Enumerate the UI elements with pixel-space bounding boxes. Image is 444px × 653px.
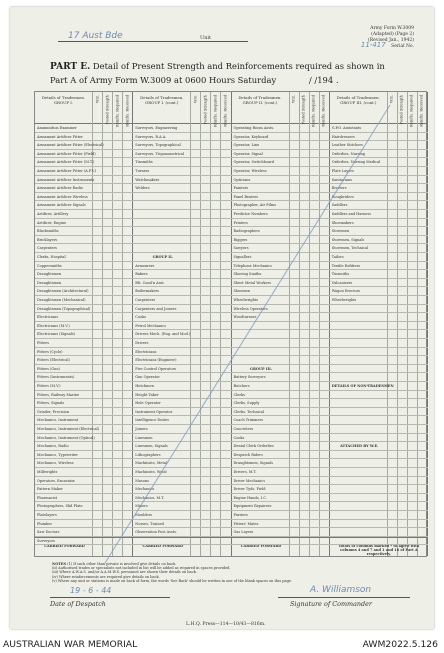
trade-label: Operator, Line — [233, 143, 260, 148]
trade-label: Petrol Mechanics — [135, 323, 167, 328]
trade-label: Saw Doctors — [37, 530, 60, 535]
count-column-header — [201, 92, 210, 124]
count-column — [290, 92, 300, 556]
carried-forward-label: CARRIED FORWARD — [240, 544, 282, 548]
count-column — [221, 92, 231, 556]
trade-label: Hutchmen — [135, 384, 154, 388]
trade-label: Drivers, M.T. — [233, 470, 257, 474]
trade-label: Electricians — [37, 315, 59, 320]
strength-table — [34, 91, 427, 557]
notes-label: NOTES — [52, 562, 67, 566]
trade-label: Grinder, Precision — [37, 409, 70, 414]
trade-label: Storemen — [331, 229, 350, 234]
note-line: (iv) Where reinforcements are required give details on back. — [52, 574, 160, 579]
trade-label: Clerks, Hospital — [37, 255, 66, 259]
trade-label: Draughtsmen — [37, 272, 62, 277]
count-column-label: W.E. — [95, 95, 100, 103]
trade-label: Painters — [233, 186, 249, 191]
trade-label: Ammunition Examiner — [37, 126, 77, 130]
trade-label: Clerks — [233, 392, 245, 397]
serial-label: Serial No. — [391, 44, 414, 50]
trade-label: Butchers — [233, 384, 250, 388]
count-column-header — [320, 92, 329, 127]
carried-forward-label: CARRIED FORWARD — [142, 544, 184, 548]
trade-label: Tinsmiths — [331, 272, 350, 277]
trade-label: Draughtsmen (Topographical) — [37, 306, 91, 311]
trade-label: Armament Artificer Instruments — [37, 177, 95, 182]
count-column-header — [418, 92, 427, 127]
trade-label: Armament Artificer Fitter (A.F.V.) — [37, 169, 97, 173]
trade-label: Armament Artificer Fitter (M.T.) — [37, 160, 95, 165]
trade-label: Drivers — [135, 341, 149, 345]
trade-label: Operator, Wireless — [233, 169, 267, 173]
details-column-header: Details of Tradesmen. GROUP I. (cont.) — [133, 92, 190, 124]
handwritten-signature: A. Williamson — [310, 585, 372, 595]
trade-label: Carpenters — [37, 246, 57, 251]
trade-label: Instrument Operator — [135, 409, 173, 414]
trade-label: Storemen, Technical — [331, 246, 369, 251]
trade-label: Armourers — [135, 263, 155, 268]
count-column-label: W.E. — [291, 95, 296, 103]
note-line: (v) Where any unit or stations is made on back of form, the words 'See Back' should be written in one of the blank spaces on this page. — [52, 578, 292, 583]
trade-label: Engine Hands, I.C. — [233, 495, 267, 500]
count-column-header — [211, 92, 220, 127]
trade-label: Fitters (Instruments) — [37, 375, 75, 380]
unit-label: Unit — [200, 35, 212, 41]
trade-label: Wheelwrights — [233, 298, 259, 302]
trade-label: Surveyors, Engineering — [135, 126, 178, 130]
trade-label: Hole Operator — [135, 401, 161, 406]
trade-label: Armament Artificer Signals — [37, 203, 86, 208]
count-column-label: Posted Strength — [105, 95, 110, 125]
printer-line: L.H.Q. Press—114—10/43—816m. — [186, 622, 266, 627]
trade-label: Clerks, Supply — [233, 401, 260, 406]
trade-label: Equipment Repairers — [233, 504, 272, 509]
trade-label: Cooks — [135, 315, 147, 320]
trade-label: Orderlies, Nursing — [331, 151, 366, 156]
count-column — [103, 92, 113, 556]
count-column — [320, 92, 330, 556]
trade-label: Artificer, Artillery — [37, 212, 69, 216]
note-line: (1) If such other than private is involved give details on back. — [67, 562, 177, 566]
trade-label: Moulders — [135, 513, 153, 517]
count-column-header — [191, 92, 200, 124]
notes — [52, 562, 412, 583]
form-ref-line: (Adapted) (Page 2) — [371, 31, 414, 37]
details-column-header: Details of Tradesmen. GROUP III. (cont.) — [330, 92, 387, 124]
count-column-label: Reinfts. Required — [410, 95, 415, 127]
count-column — [408, 92, 418, 556]
trade-label: Fitters (Gun) — [37, 366, 61, 371]
trade-label: Saddlers — [331, 203, 348, 208]
trade-label: Draughtsmen — [37, 280, 62, 285]
trade-label: Linesmen, Signals — [135, 444, 168, 449]
form-sheet — [10, 7, 434, 629]
trade-label: Electricians (Engineer) — [135, 358, 177, 363]
count-column — [123, 92, 133, 556]
trade-label: Panel Beaters — [233, 194, 259, 199]
count-column — [388, 92, 398, 556]
trade-label: Electricians (Signals) — [37, 332, 75, 337]
trade-label: Opticians — [233, 177, 251, 182]
trade-label: Mechanics, Wireless — [37, 461, 74, 466]
trade-label: Photographer, Air Films — [233, 203, 277, 208]
trade-label: Storemen, Signals — [331, 237, 365, 242]
count-column-header — [408, 92, 417, 127]
trade-label: Radiographers — [233, 229, 260, 234]
count-column-header — [398, 92, 407, 124]
trade-label: Vulcanizers — [331, 280, 353, 285]
trade-label: G.P.O. Assistants — [331, 126, 362, 130]
trade-label: Miners — [135, 504, 148, 509]
count-column — [300, 92, 310, 556]
trade-label: Gun Operator — [135, 375, 160, 380]
trade-label: Welders — [135, 186, 150, 191]
trade-label: Coppersmiths — [37, 263, 62, 268]
trade-label: Mechanics, Typewriter — [37, 452, 78, 457]
trade-label: Armament Artificer Radio — [37, 186, 83, 191]
trade-label: Pattern Maker — [37, 487, 63, 492]
trade-label: Draughtsmen, Signals — [233, 461, 273, 466]
count-column-header — [93, 92, 102, 124]
form-title-line2 — [50, 75, 339, 85]
count-column-label: Reinfts. Received — [321, 95, 326, 127]
trade-label: Machinists, Wood — [135, 470, 167, 474]
trade-label: Operators, Excavator — [37, 478, 75, 483]
count-column-header — [113, 92, 122, 127]
trade-label: Tinsmiths — [135, 160, 153, 165]
trade-label: Artificer, Engine — [37, 220, 67, 225]
carried-forward-row — [35, 537, 428, 538]
count-column — [93, 92, 103, 556]
trade-label: Predictor Numbers — [233, 212, 268, 216]
trade-label: Mechanics, Instrument — [37, 418, 79, 423]
trade-label: Intelligence Duties — [135, 418, 169, 423]
trade-label: Surveyors, Trigonometrical — [135, 151, 184, 156]
trade-label: Cooks — [233, 435, 245, 440]
trade-label: Armament Artificer Fitter (Electrical) — [37, 143, 104, 148]
count-column — [398, 92, 408, 556]
trade-label: Pharmacist — [37, 495, 58, 500]
trade-label: Fitters, Signals — [37, 401, 65, 406]
count-column-header — [123, 92, 132, 127]
trade-label: Machinists, Metal — [135, 461, 168, 466]
trade-label: Textile Refitters — [331, 263, 361, 268]
trade-label: Shoemen — [233, 289, 250, 294]
count-column — [201, 92, 211, 556]
trade-label: Nurses, Trained — [135, 521, 164, 526]
caption-left: AUSTRALIAN WAR MEMORIAL — [3, 639, 138, 650]
trade-label: Turners — [135, 169, 150, 173]
trade-label: Surveyors — [37, 538, 55, 543]
part-label: PART E. — [50, 62, 91, 72]
trade-label: Sanitarians — [331, 177, 353, 182]
count-column-label: Posted Strength — [301, 95, 306, 125]
count-column-label: Reinfts. Received — [125, 95, 130, 127]
trade-label: Armament Artificer Fitter — [37, 134, 83, 139]
trade-label: Boilermakers — [135, 289, 159, 294]
trade-label: GROUP III. — [250, 366, 272, 371]
trade-label: Watchmakers — [135, 177, 160, 182]
count-column — [310, 92, 320, 556]
trade-label: Lithographers — [135, 452, 161, 457]
trade-label: Wireless Operators — [233, 306, 268, 311]
trade-label: Driver Tyds. Field — [233, 487, 266, 492]
trade-label: Draughtsmen (Mechanical) — [37, 298, 86, 302]
count-column-header — [388, 92, 397, 124]
trade-label: Operator, Switchboard — [233, 160, 274, 165]
handwritten-serial: 11-417 — [360, 41, 386, 50]
trade-label: Fitters, Railway Marine — [37, 392, 80, 397]
trade-label: Fitters (Cycle) — [37, 349, 63, 354]
trade-label: Tailors — [331, 255, 344, 259]
trade-label: Observation Post Assts. — [135, 530, 178, 535]
trade-label: Joiners — [135, 427, 148, 431]
trade-label: Fitters (Electrical) — [37, 358, 70, 363]
trade-label: Operator, Keyboard — [233, 134, 269, 139]
trade-label: ATTACHED BY W.E. — [340, 444, 379, 449]
note-line: (iii) Where A.W.A.S. and/or A.A.M.W.S. personnel are shown their details on back. — [52, 570, 197, 575]
date-of-despatch-label: Date of Despatch — [50, 600, 106, 608]
trade-label: Fitters — [37, 341, 49, 345]
trade-label: Sawyers — [233, 246, 249, 251]
trade-label: Surveyors, Topographical — [135, 143, 181, 148]
serial-row — [361, 43, 414, 50]
trade-label: Blt. Cond'n Asst. — [135, 280, 165, 285]
trade-label: Battery Surveyors — [233, 375, 266, 380]
count-column — [191, 92, 201, 556]
trade-label: Fitters' Mates — [233, 521, 259, 526]
title-text: Detail of Present Strength and Reinforcements required as shown in — [92, 61, 385, 71]
trade-label: Dental Clerk Orderlies — [233, 444, 274, 449]
handwritten-unit: 17 Aust Bde — [68, 31, 123, 41]
trade-label: Despatch Riders — [233, 452, 263, 457]
trade-label: Coach Trimmers — [233, 418, 264, 423]
form-reference — [361, 26, 414, 50]
totals-note: Totals of columns marked * to agree with columns 4 and 7 and 1 and 16 of Part A respectively. — [338, 544, 420, 556]
signature-label: Signature of Commander — [290, 600, 372, 608]
archive-caption — [0, 636, 444, 653]
form-ref-line: Army Form W.3009 — [370, 26, 414, 31]
trade-label: Fire Control Operators — [135, 366, 177, 371]
date-line — [50, 597, 170, 598]
trade-label: Operator, Signal — [233, 151, 263, 156]
trade-label: Mechanics, M.T. — [135, 495, 165, 500]
trade-label: Saddlers and Harness — [331, 212, 371, 216]
trade-label: Sheet Metal Workers — [233, 280, 271, 285]
trade-label: Roughriders — [331, 194, 354, 199]
trade-label: Gas Layers — [233, 530, 254, 535]
signature-line — [278, 597, 410, 598]
caption-right: AWM2022.5.126 — [362, 639, 438, 650]
trade-label: Telephone Mechanics — [233, 263, 272, 268]
details-column-header: Details of Tradesmen. GROUP I. — [35, 92, 92, 124]
trade-label: Surveyors, R.A.A. — [135, 134, 167, 139]
trade-label: Mechanics, Radio — [37, 444, 69, 449]
count-column-header — [221, 92, 230, 127]
trade-label: Riggers — [233, 237, 248, 242]
count-column-label: Reinfts. Required — [115, 95, 120, 127]
trade-label: Plumber — [37, 521, 53, 526]
trade-label: Carpenters — [135, 298, 156, 302]
trade-label: Blacksmiths — [37, 229, 59, 234]
trade-label: Linesmen — [135, 435, 153, 440]
count-column-label: W.E. — [389, 95, 394, 103]
trade-label: Mechanics — [135, 487, 155, 492]
trade-label: Armament Artificer Wireless — [37, 194, 88, 199]
trade-label: Mechanics, Instrument (Electrical) — [37, 427, 100, 431]
count-column-label: Reinfts. Received — [420, 95, 425, 127]
trade-label: Photographers, Slid Plate — [37, 504, 83, 509]
form-ref-line: (Revised Jan., 1942) — [368, 37, 414, 43]
count-column-header — [300, 92, 309, 124]
trade-label: Platelayers — [37, 513, 57, 517]
date-slashes: / /194 . — [308, 75, 339, 85]
trade-label: Mechanics, Instrument (Optical) — [37, 435, 95, 440]
trade-label: Drivers Mech. (Eng. and Mod.) — [135, 332, 191, 337]
count-column-label: Reinfts. Received — [223, 95, 228, 127]
trade-label: Draughtsmen (Architectural) — [37, 289, 89, 294]
trade-label: Woodturners — [233, 315, 257, 320]
trade-label: Orderlies, Nursing Medical — [331, 160, 381, 165]
count-column-header — [290, 92, 299, 124]
carried-forward-label: CARRIED FORWARD — [44, 544, 85, 548]
handwritten-date: 19 - 6 - 44 — [70, 586, 112, 595]
count-column-label: W.E. — [193, 95, 198, 103]
count-column — [113, 92, 123, 556]
details-column-header: Details of Tradesmen. GROUP II. (cont.) — [232, 92, 289, 124]
count-column-header — [310, 92, 319, 127]
trade-label: Hairdressers — [331, 134, 355, 139]
trade-label: Operating Room Assts. — [233, 126, 275, 130]
count-column-header — [103, 92, 112, 124]
count-column — [211, 92, 221, 556]
count-column-label: Reinfts. Required — [213, 95, 218, 127]
note-line: (ii) Authorised trades or specialists not included in list will be added as required in spaces provided. — [52, 566, 231, 571]
count-column-label: Posted Strength — [203, 95, 208, 125]
form-title-line1 — [50, 61, 385, 72]
trade-label: Riveters — [331, 186, 347, 191]
trade-label: Shoemakers — [331, 220, 354, 225]
count-column-label: Posted Strength — [400, 95, 405, 125]
trade-label: DETAILS OF NON-TRADESMEN — [331, 384, 394, 388]
trade-label: Driver Mechanics — [233, 478, 266, 483]
title-text: Part A of Army Form W.3009 at 0600 Hours Saturday — [50, 75, 277, 85]
trade-label: Wheelwrights — [331, 298, 357, 302]
trade-label: Carpenters and Joiners — [135, 306, 177, 311]
trade-label: Bricklayers — [37, 237, 58, 242]
trade-label: Electricians (M.V.) — [37, 323, 70, 328]
unit-line — [58, 41, 248, 42]
trade-label: Farriers — [233, 513, 248, 517]
trade-label: Wagon Erectors — [331, 289, 361, 294]
trade-label: Millwrights — [37, 470, 58, 474]
trade-label: Leather Stitchers — [331, 143, 363, 148]
trade-label: Masons — [135, 478, 149, 483]
trade-label: Armament Artificer Fitter (Field) — [37, 151, 96, 156]
trade-label: Height Taker — [135, 392, 159, 397]
trade-label: Plate Layers — [331, 169, 354, 173]
trade-label: Signallers — [233, 255, 252, 259]
trade-label: Bakers — [135, 272, 148, 277]
trade-label: Electricians — [135, 349, 157, 354]
trade-label: Concreters — [233, 427, 254, 431]
trade-label: Shoeing Smiths — [233, 272, 262, 277]
trade-label: Printers — [233, 220, 248, 225]
trade-label: Fitters (M.V.) — [37, 384, 61, 388]
count-column-label: Reinfts. Required — [311, 95, 316, 127]
trade-label: Clerks, Technical — [233, 409, 265, 414]
count-column — [418, 92, 428, 556]
trade-label: GROUP II. — [152, 255, 173, 259]
